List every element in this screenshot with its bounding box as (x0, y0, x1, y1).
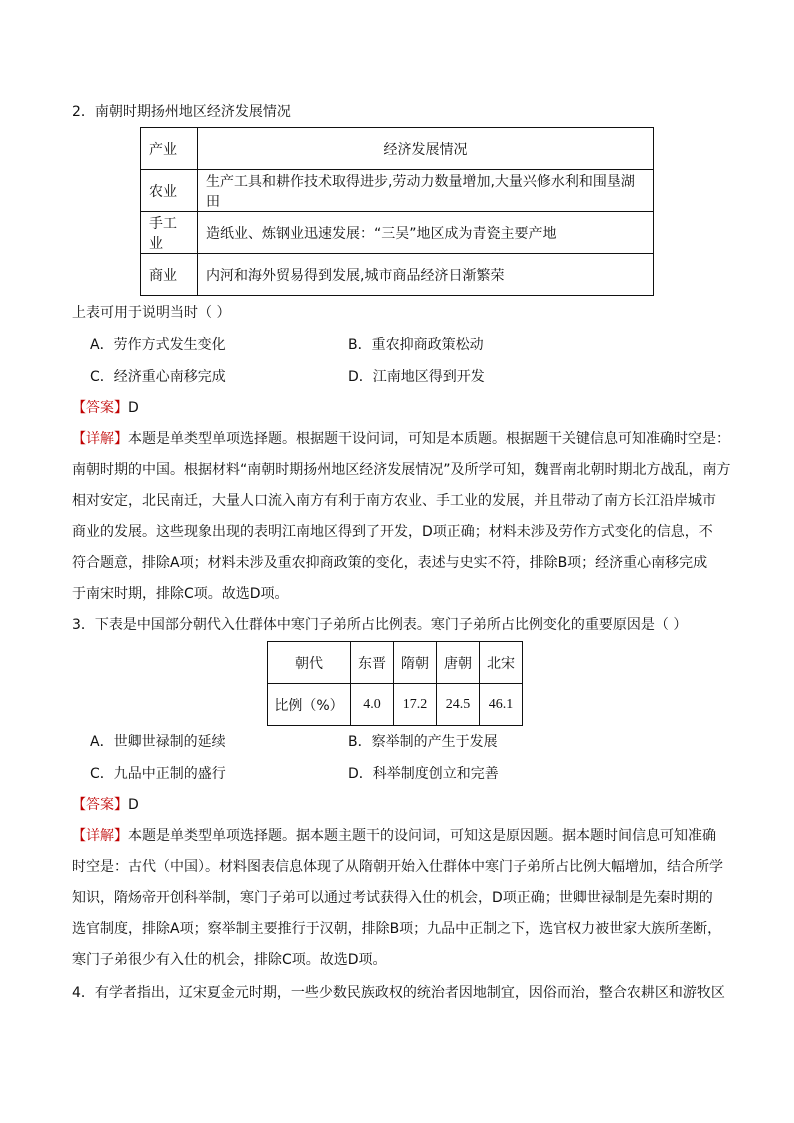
q2-detail (72, 424, 732, 610)
q2-option-a: A．劳作方式发生变化 (90, 337, 226, 353)
question-2-prompt: 上表可用于说明当时（ ） (72, 305, 231, 321)
row-industry: 农业 (141, 170, 198, 212)
answer-label: 【答案】 (72, 797, 128, 813)
detail-line: 符合题意，排除A项；材料未涉及重农抑商政策的变化，表述与史实不符，排除B项；经济重心南移完成 (72, 555, 708, 571)
table-cell: 46.1 (480, 684, 523, 726)
q3-answer (72, 795, 139, 815)
detail-label: 【详解】 (72, 431, 128, 447)
detail-label: 【详解】 (72, 828, 128, 844)
detail-line: 选官制度，排除A项；察举制主要推行于汉朝，排除B项；九品中正制之下，选官权力被世家大族所垄断， (72, 921, 722, 937)
q3-option-a: A．世卿世禄制的延续 (90, 734, 226, 750)
q2-answer (72, 398, 139, 418)
header-col: 唐朝 (437, 642, 480, 684)
question-3-title: 3．下表是中国部分朝代入仕群体中寒门子弟所占比例表。寒门子弟所占比例变化的重要原因是（ ） (72, 617, 688, 633)
answer-value: D (128, 400, 139, 416)
q3-detail (72, 821, 732, 976)
answer-value: D (128, 797, 139, 813)
detail-line: 【详解】本题是单类型单项选择题。据本题主题干的设问词，可知这是原因题。据本题时间信息可知准确 (72, 828, 716, 844)
row-development: 造纸业、炼钢业迅速发展：“三吴”地区成为青瓷主要产地 (198, 212, 654, 254)
row-development: 内河和海外贸易得到发展,城市商品经济日渐繁荣 (198, 254, 654, 296)
header-col: 北宋 (480, 642, 523, 684)
answer-label: 【答案】 (72, 400, 128, 416)
table-cell: 4.0 (351, 684, 394, 726)
table-row (141, 212, 654, 254)
header-development: 经济发展情况 (198, 128, 654, 170)
header-industry: 产业 (141, 128, 198, 170)
row-development: 生产工具和耕作技术取得进步,劳动力数量增加,大量兴修水利和围垦湖田 (198, 170, 654, 212)
economy-table (140, 127, 654, 296)
detail-line: 时空是：古代（中国）。材料图表信息体现了从隋朝开始入仕群体中寒门子弟所占比例大幅增加，结合所学 (72, 859, 723, 875)
table-row (141, 170, 654, 212)
q2-option-d: D．江南地区得到开发 (348, 369, 485, 385)
question-4-title: 4．有学者指出，辽宋夏金元时期，一些少数民族政权的统治者因地制宜，因俗而治，整合农耕区和游牧区 (72, 985, 725, 1001)
header-col: 隋朝 (394, 642, 437, 684)
q3-option-b: B．察举制的产生于发展 (348, 734, 498, 750)
table-row (141, 254, 654, 296)
table-cell: 24.5 (437, 684, 480, 726)
header-col: 东晋 (351, 642, 394, 684)
q3-option-c: C．九品中正制的盛行 (90, 766, 226, 782)
row-industry: 手工业 (141, 212, 198, 254)
q3-option-d: D．科举制度创立和完善 (348, 766, 499, 782)
detail-line: 于南宋时期，排除C项。故选D项。 (72, 586, 289, 602)
ratio-table (267, 641, 523, 726)
table-header-row (268, 642, 523, 684)
detail-line: 寒门子弟很少有入仕的机会，排除C项。故选D项。 (72, 952, 387, 968)
table-cell: 17.2 (394, 684, 437, 726)
table-row (268, 684, 523, 726)
q2-option-b: B．重农抑商政策松动 (348, 337, 484, 353)
row-label: 比例（%） (268, 684, 351, 726)
q2-option-c: C．经济重心南移完成 (90, 369, 226, 385)
detail-line: 南朝时期的中国。根据材料“南朝时期扬州地区经济发展情况”及所学可知，魏晋南北朝时期北方战乱，南方 (72, 462, 731, 478)
detail-line: 【详解】本题是单类型单项选择题。根据题干设问词，可知是本质题。根据题干关键信息可知准确时空是： (72, 431, 730, 447)
row-industry: 商业 (141, 254, 198, 296)
detail-line: 商业的发展。这些现象出现的表明江南地区得到了开发，D项正确；材料未涉及劳作方式变化的信息，不 (72, 524, 713, 540)
detail-line: 知识，隋炀帝开创科举制，寒门子弟可以通过考试获得入仕的机会，D项正确；世卿世禄制是先秦时期的 (72, 890, 713, 906)
table-header-row (141, 128, 654, 170)
header-dynasty: 朝代 (268, 642, 351, 684)
detail-line: 相对安定，北民南迁，大量人口流入南方有利于南方农业、手工业的发展，并且带动了南方长江沿岸城市 (72, 493, 716, 509)
question-2-title: 2．南朝时期扬州地区经济发展情况 (72, 104, 291, 120)
